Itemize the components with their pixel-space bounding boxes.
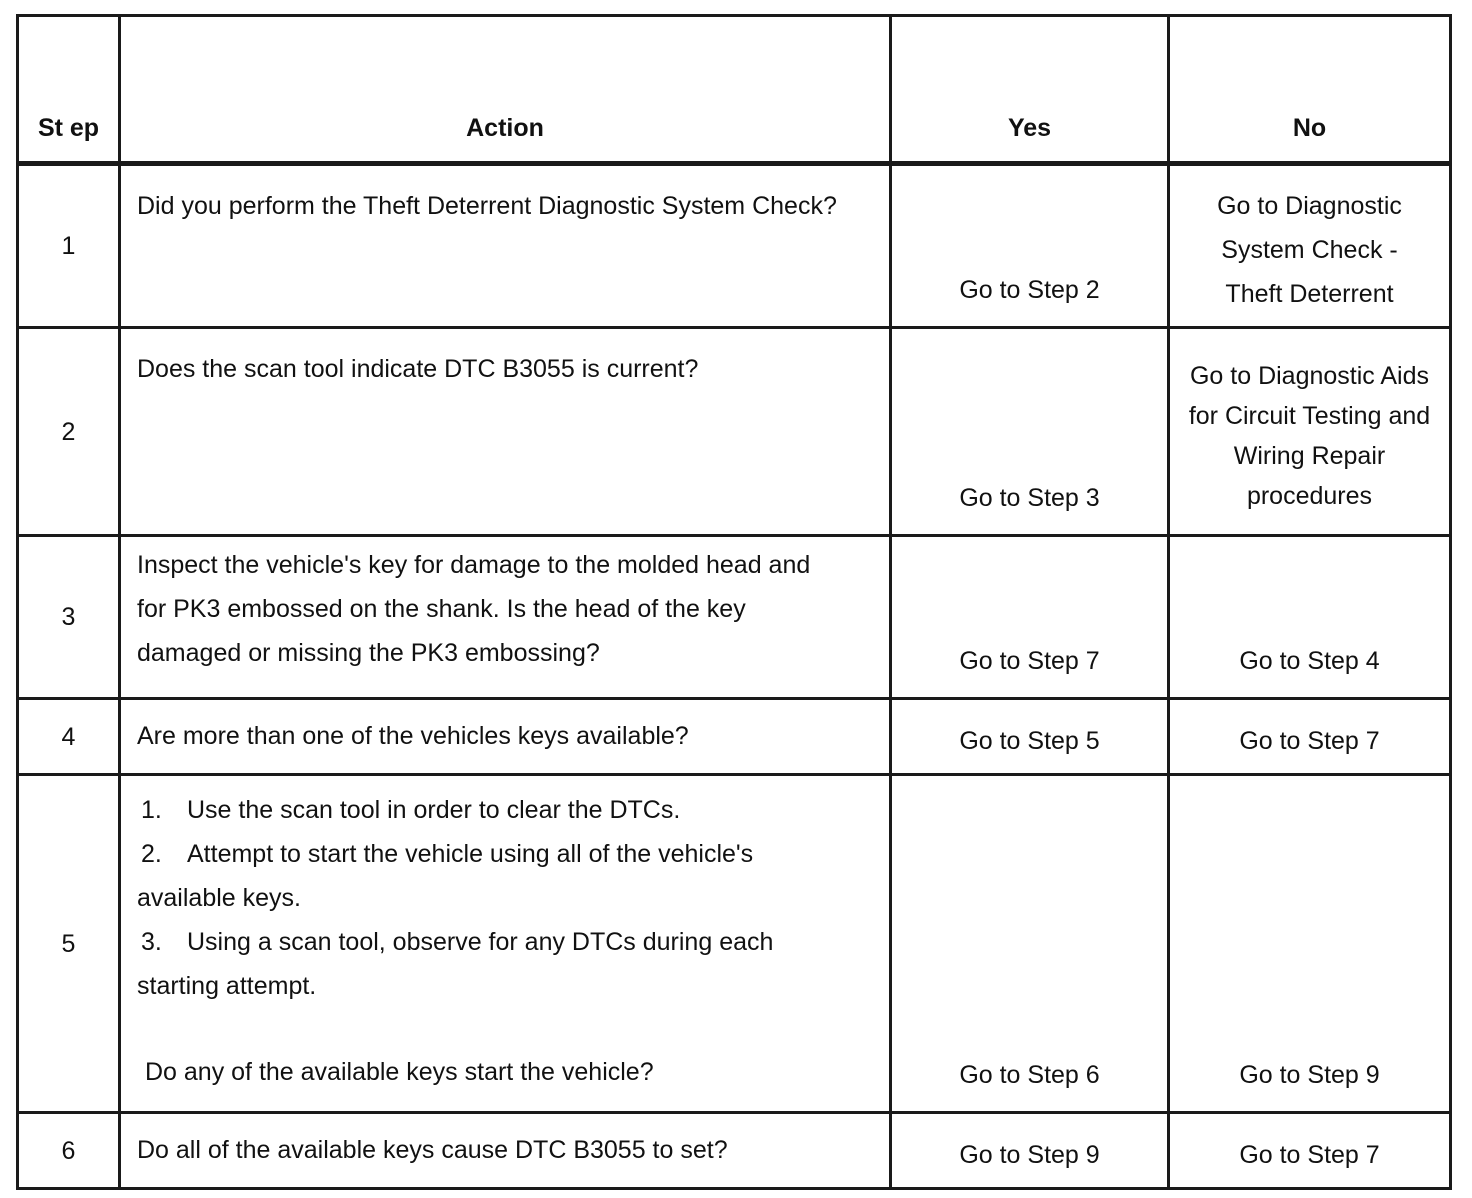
yes-result: Go to Step 7 xyxy=(891,536,1169,699)
action-text: Did you perform the Theft Deterrent Diagnostic System Check? xyxy=(120,164,891,328)
action-text: Does the scan tool indicate DTC B3055 is current? xyxy=(120,328,891,536)
yes-result: Go to Step 6 xyxy=(891,775,1169,1113)
list-number: 2. xyxy=(141,840,162,868)
action-text: Are more than one of the vehicles keys available? xyxy=(120,699,891,775)
list-item xyxy=(137,832,799,920)
header-row xyxy=(18,16,1451,164)
step-number: 5 xyxy=(18,775,120,1113)
header-step: St ep xyxy=(18,16,120,164)
list-text: Using a scan tool, observe for any DTCs during each starting attempt. xyxy=(137,928,774,1000)
yes-result: Go to Step 5 xyxy=(891,699,1169,775)
no-result: Go to Step 9 xyxy=(1169,775,1451,1113)
yes-result: Go to Step 9 xyxy=(891,1113,1169,1189)
step-number: 2 xyxy=(18,328,120,536)
header-yes: Yes xyxy=(891,16,1169,164)
no-result: Go to Diagnostic System Check - Theft Deterrent xyxy=(1169,164,1451,328)
question-text: Do any of the available keys start the vehicle? xyxy=(145,1058,654,1086)
step-number: 6 xyxy=(18,1113,120,1189)
table-row xyxy=(18,775,1451,1113)
action-text: Do all of the available keys cause DTC B3055 to set? xyxy=(120,1113,891,1189)
list-number: 1. xyxy=(141,796,162,824)
header-no: No xyxy=(1169,16,1451,164)
list-text: Attempt to start the vehicle using all of the vehicle's available keys. xyxy=(137,840,754,912)
table-row xyxy=(18,164,1451,328)
no-result: Go to Diagnostic Aids for Circuit Testing and Wiring Repair procedures xyxy=(1169,328,1451,536)
no-result: Go to Step 7 xyxy=(1169,699,1451,775)
list-item xyxy=(137,920,799,1008)
no-result: Go to Step 4 xyxy=(1169,536,1451,699)
step-number: 1 xyxy=(18,164,120,328)
list-text: Use the scan tool in order to clear the DTCs. xyxy=(187,796,681,824)
table-row xyxy=(18,328,1451,536)
list-number: 3. xyxy=(141,928,162,956)
diagnostic-table xyxy=(16,14,1452,1190)
list-item xyxy=(137,788,799,832)
action-text: Inspect the vehicle's key for damage to the molded head and for PK3 embossed on the shank. Is the head of the key damaged or missing the PK3 embossing? xyxy=(120,536,891,699)
step-number: 3 xyxy=(18,536,120,699)
no-result: Go to Step 7 xyxy=(1169,1113,1451,1189)
table-row xyxy=(18,699,1451,775)
yes-result: Go to Step 2 xyxy=(891,164,1169,328)
header-action: Action xyxy=(120,16,891,164)
step-number: 4 xyxy=(18,699,120,775)
action-text xyxy=(120,775,891,1113)
table-row xyxy=(18,536,1451,699)
yes-result: Go to Step 3 xyxy=(891,328,1169,536)
table-row xyxy=(18,1113,1451,1189)
